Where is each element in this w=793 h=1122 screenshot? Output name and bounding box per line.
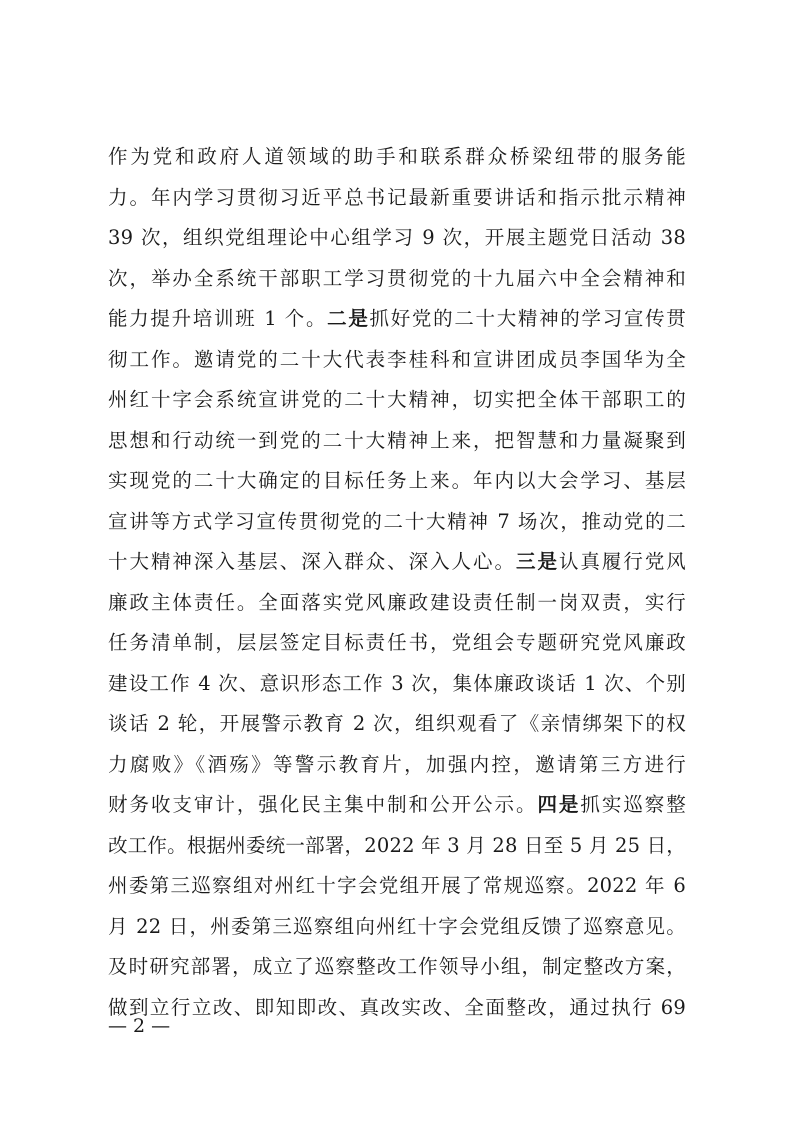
text-line <box>108 623 686 664</box>
text-line <box>108 826 686 867</box>
text-segment: 州委第三巡察组对州红十字会党组开展了常规巡察。2022 年 6 <box>108 874 686 897</box>
text-segment: 十大精神深入基层、深入群众、深入人心。 <box>108 550 516 573</box>
bold-lead-phrase: 二是 <box>327 307 370 330</box>
text-line <box>108 866 686 907</box>
text-segment: 次，举办全系统干部职工学习贯彻党的十九届六中全会精神和 <box>108 266 686 290</box>
text-line <box>108 137 686 178</box>
text-segment: 思想和行动统一到党的二十大精神上来，把智慧和力量凝聚到 <box>108 428 686 452</box>
text-line <box>108 259 686 300</box>
text-segment: 力。年内学习贯彻习近平总书记最新重要讲话和指示批示精神 <box>108 185 686 209</box>
text-segment: 认真履行党风 <box>558 550 686 573</box>
text-line <box>108 704 686 745</box>
text-segment: 宣讲等方式学习宣传贯彻党的二十大精神 7 场次，推动党的二 <box>108 509 686 533</box>
text-segment: 财务收支审计，强化民主集中制和公开公示。 <box>108 793 538 816</box>
text-line <box>108 380 686 421</box>
text-segment: 彻工作。邀请党的二十大代表李桂科和宣讲团成员李国华为全 <box>108 347 686 371</box>
text-line <box>108 421 686 462</box>
text-segment: 39 次，组织党组理论中心组学习 9 次，开展主题党日活动 38 <box>108 226 686 249</box>
text-line <box>108 745 686 786</box>
text-line <box>108 542 686 583</box>
bold-lead-phrase: 四是 <box>537 793 581 816</box>
text-line <box>108 907 686 948</box>
text-segment: 能力提升培训班 1 个。 <box>108 307 328 330</box>
text-segment: 州红十字会系统宣讲党的二十大精神，切实把全体干部职工的 <box>108 388 686 411</box>
text-segment: 改工作。根据州委统一部署，2022 年 3 月 28 日至 5 月 25 日， <box>108 833 686 857</box>
text-line <box>108 785 686 826</box>
bold-lead-phrase: 三是 <box>515 550 559 573</box>
text-line <box>108 340 686 381</box>
text-segment: 抓好党的二十大精神的学习宣传贯 <box>369 307 686 330</box>
text-segment: 谈话 2 轮，开展警示教育 2 次，组织观看了《亲情绑架下的权 <box>108 712 686 735</box>
text-line <box>108 583 686 624</box>
text-segment: 建设工作 4 次、意识形态工作 3 次，集体廉政谈话 1 次、个别 <box>108 671 686 695</box>
text-line <box>108 988 686 1029</box>
text-line <box>108 502 686 543</box>
text-line <box>108 218 686 259</box>
text-line <box>108 664 686 705</box>
text-segment: 作为党和政府人道领域的助手和联系群众桥梁纽带的服务能 <box>108 145 686 168</box>
text-line <box>108 178 686 219</box>
text-segment: 力腐败》《酒殇》等警示教育片，加强内控，邀请第三方进行 <box>108 752 686 776</box>
text-segment: 做到立行立改、即知即改、真改实改、全面整改，通过执行 69 <box>108 995 686 1019</box>
text-segment: 抓实巡察整 <box>580 793 686 816</box>
text-segment: 月 22 日，州委第三巡察组向州红十字会党组反馈了巡察意见。 <box>108 914 686 938</box>
text-line <box>108 947 686 988</box>
text-segment: 及时研究部署，成立了巡察整改工作领导小组，制定整改方案， <box>108 955 686 978</box>
text-segment: 廉政主体责任。全面落实党风廉政建设责任制一岗双责，实行 <box>108 590 686 614</box>
body-paragraph <box>108 137 686 1028</box>
text-line <box>108 461 686 502</box>
text-segment: 任务清单制，层层签定目标责任书，党组会专题研究党风廉政 <box>108 631 686 654</box>
text-segment: 实现党的二十大确定的目标任务上来。年内以大会学习、基层 <box>108 469 686 492</box>
page-number: — 2 — <box>108 1015 171 1037</box>
text-line <box>108 299 686 340</box>
